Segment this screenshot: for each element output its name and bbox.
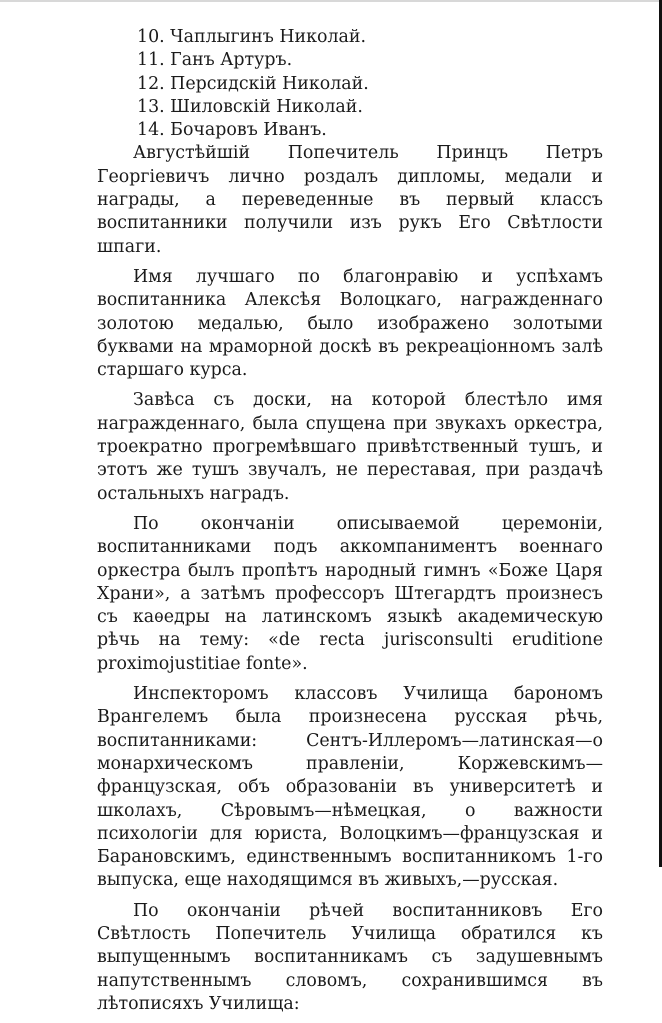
paragraph-ceremony: По окончаніи описываемой церемоніи, воспитанниками подъ аккомпаниментъ военнаго оркестра былъ пропѣтъ народный гимнъ «Боже Царя Храни», а затѣмъ профессоръ Штегардтъ произнесъ съ каѳедры на латинскомъ языкѣ академическую рѣчь на тему: «de recta jurisconsulti eruditione proximojustitiae fonte». (97, 513, 603, 674)
document-page (97, 26, 603, 1023)
graduate-list (97, 26, 603, 142)
list-item: 14. Бочаровъ Иванъ. (137, 120, 327, 141)
paragraph-curtain: Завѣса съ доски, на которой блестѣло имя награжденнаго, была спущена при звукахъ оркестра, троекратно прогремѣвшаго привѣтственный тушъ, и этотъ же тушъ звучалъ, не переставая, при раздачѣ остальныхъ наградъ. (97, 390, 603, 504)
list-item: 13. Шиловскій Николай. (137, 96, 363, 117)
list-item: 11. Ганъ Артуръ. (137, 50, 293, 71)
paragraph-best-student: Имя лучшаго по благонравію и успѣхамъ воспитанника Алексѣя Волоцкаго, награжденнаго золотою медалью, было изображено золотыми буквами на мраморной доскѣ въ рекреаціонномъ залѣ старшаго курса. (97, 266, 603, 381)
list-item: 12. Персидскій Николай. (137, 73, 369, 94)
paragraph-speeches: Инспекторомъ классовъ Училища барономъ Врангелемъ была произнесена русская рѣчь, воспитанниками: Сентъ-Иллеромъ—латинская—о монархическомъ правленіи, Коржевскимъ—французская, объ образованіи въ университетѣ и школахъ, Сѣровымъ—нѣмецкая, о важности психологіи для юриста, Волоцкимъ—французская и Барановскимъ, единственнымъ воспитанникомъ 1-го выпуска, еще находящимся въ живыхъ,—русская. (97, 684, 603, 891)
page-top-border (0, 0, 662, 2)
list-item: 10. Чаплыгинъ Николай. (137, 27, 366, 47)
paragraph-awards: Августѣйшій Попечитель Принцъ Петръ Георгіевичъ лично роздалъ дипломы, медали и награды, а переведенные въ первый классъ воспитанники получили изъ рукъ Его Свѣтлости шпаги. (97, 143, 603, 257)
paragraph-address: По окончаніи рѣчей воспитанниковъ Его Свѣтлость Попечитель Училища обратился къ выпущеннымъ воспитанникамъ съ задушевнымъ напутственнымъ словомъ, сохранившимся въ лѣтописяхъ Училища: (97, 900, 603, 1014)
